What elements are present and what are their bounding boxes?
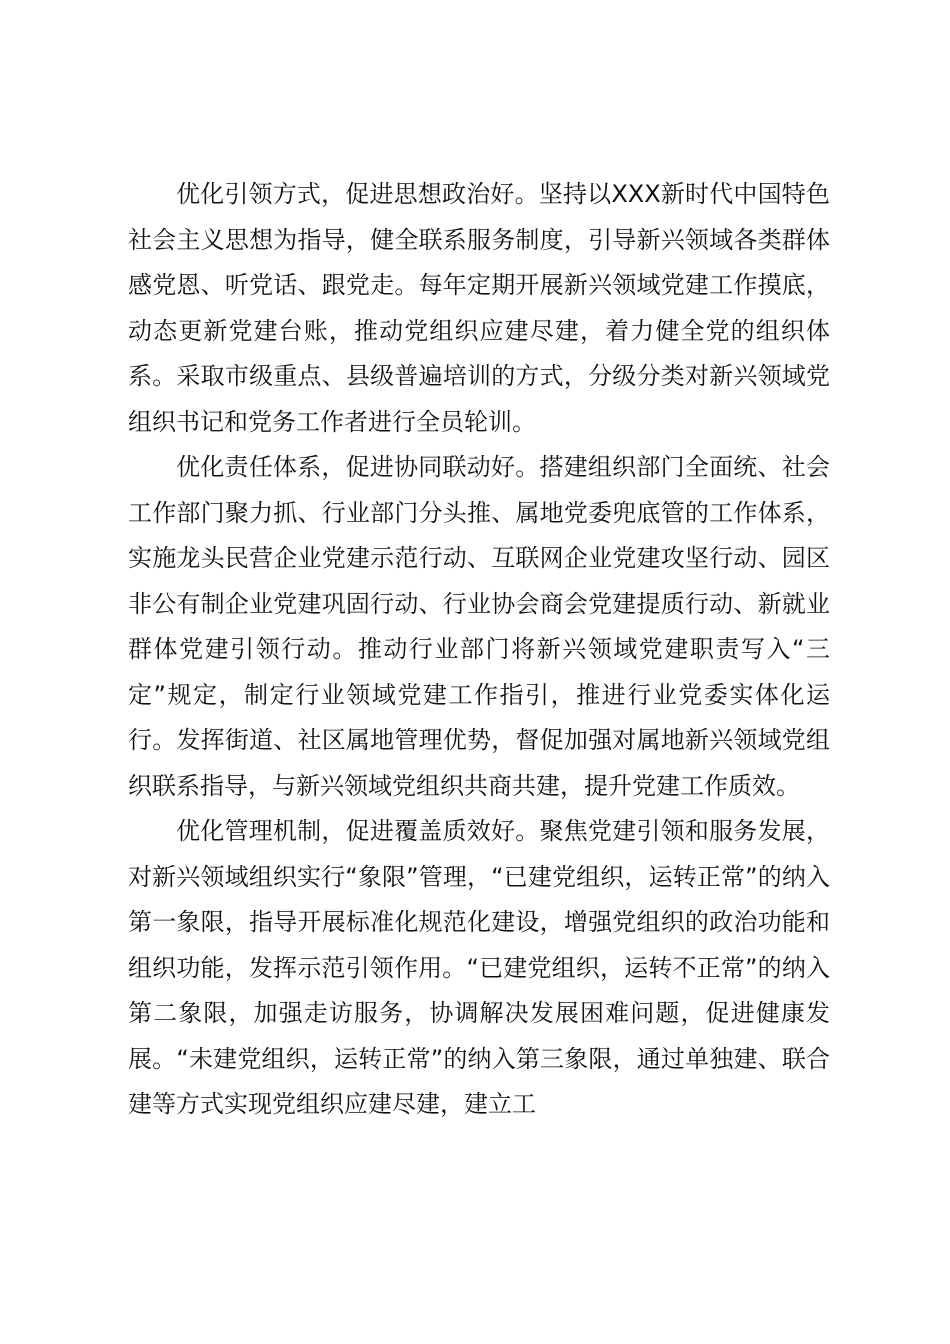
paragraph-management-mechanism: 优化管理机制，促进覆盖质效好。聚焦党建引领和服务发展，对新兴领域组织实行“象限”管理，“已建党组织，运转正常”的纳入第一象限，指导开展标准化规范化建设，增强党组织的政治功能和组织功能，发挥示范引领作用。“已建党组织，运转不正常”的纳入第二象限，加强走访服务，协调解决发展困难问题，促进健康发展。“未建党组织，运转正常”的纳入第三象限，通过单独建、联合建等方式实现党组织应建尽建，建立工 <box>128 817 830 1118</box>
paragraph-leadership-method: 优化引领方式，促进思想政治好。坚持以XXX新时代中国特色社会主义思想为指导，健全联系服务制度，引导新兴领域各类群体感党恩、听党话、跟党走。每年定期开展新兴领域党建工作摸底，动态更新党建台账，推动党组织应建尽建，着力健全党的组织体系。采取市级重点、县级普遍培训的方式，分级分类对新兴领域党组织书记和党务工作者进行全员轮训。 <box>128 180 830 436</box>
document-body <box>128 172 830 1128</box>
paragraph-responsibility-system: 优化责任体系，促进协同联动好。搭建组织部门全面统、社会工作部门聚力抓、行业部门分头推、属地党委兜底管的工作体系，实施龙头民营企业党建示范行动、互联网企业党建攻坚行动、园区非公有制企业党建巩固行动、行业协会商会党建提质行动、新就业群体党建引领行动。推动行业部门将新兴领域党建职责写入“三定”规定，制定行业领域党建工作指引，推进行业党委实体化运行。发挥街道、社区属地管理优势，督促加强对属地新兴领域党组织联系指导，与新兴领域党组织共商共建，提升党建工作质效。 <box>128 453 830 800</box>
